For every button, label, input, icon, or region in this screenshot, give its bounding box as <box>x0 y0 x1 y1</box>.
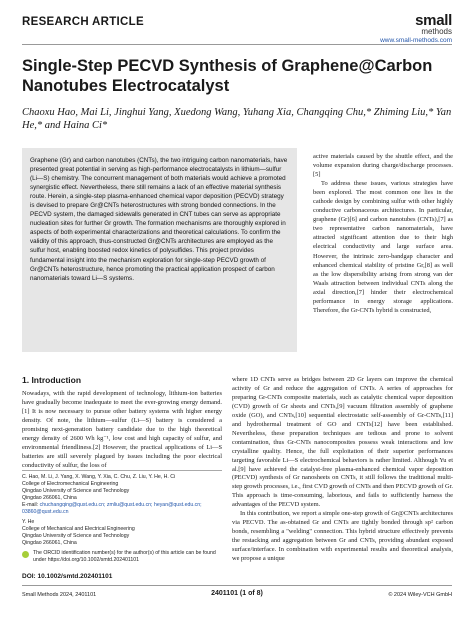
paragraph: where 1D CNTs serve as bridges between 2D Gr layers can improve the chemical activity of Gr and reduce the aggregation of CNTs. A series of approaches for preparing Gr-CNTs composite materials, such as catalytic chemical vapor deposition (CVD) growth of Gr sheets and CNTs,[9] vacuum filtration assembly of graphene oxide (GO), and CNTs,[10] sequential electrostatic self-assembly of Gr-CNTs,[11] and hydrothermal treatment of GO and CNTs[12] have been established. Nevertheless, these preparation techniques are tedious and prone to solvent contamination, thus Gr-CNTs nanocomposites possess weak interactions and low crystalline quality. Hence, the full exploitation of their superior performances targeting favorable Li—S electrochemical behaviors is rather limited. Although Yu et al.[9] have achieved the catalyst-free plasma-enhanced chemical vapor deposition (PECVD) synthesis of Gr nanosheets on CNTs, it still follows the traditional multi-step growth processes, i.e., first CVD growth of CNTs and then PECVD growth of Gr. This approach is time-consuming, laborious, and fails to sufficiently harness the advantages of the PECVD system. <box>232 376 453 509</box>
paragraph: In this contribution, we report a simple one-step growth of Gr@CNTs architectures via PECVD. The as-obtained Gr and CNTs are tightly bonded through sp² carbon bonds, resembling a "welding" connection. This hybrid structure effectively prevents the restacking and aggregation between Gr and CNTs, providing abundant exposed surface/interface. In combination with experimental results and theoretical analysis, we propose a unique <box>232 510 453 563</box>
orcid-text[interactable]: The ORCID identification number(s) for the author(s) of this article can be found under https://doi.org/10.1002/smtd.202401101 <box>33 550 216 563</box>
footer-page-number: 2401101 (1 of 8) <box>211 590 263 597</box>
affiliation-names: C. Hao, M. Li, J. Yang, X. Wang, Y. Xia, C. Chu, Z. Liu, Y. He, H. Ci <box>22 474 176 480</box>
paragraph: To address these issues, various strategies have been explored. The most common one lies in the cathode design by combining sulfur with other highly conductive carbonaceous architectures. In particular, graphene (Gr)[6] and carbon nanotubes (CNTs),[7] as two representative carbon nanomaterials, have attracted significant attention due to their high electrical conductivity and large surface area. However, the intrinsic zero-bandgap character and enhanced chemical stability of pristine Gr,[8] as well as the low dispersibility arising from strong van der Waals attraction between individual CNTs along the axial direction,[7] hinder their electrochemical performance in energy storage applications. Therefore, the Gr-CNTs hybrid is constructed, <box>313 180 453 314</box>
orcid-icon <box>22 551 29 558</box>
footer-copyright: © 2024 Wiley-VCH GmbH <box>388 592 452 598</box>
journal-url-link[interactable]: www.small-methods.com <box>380 37 452 44</box>
page-footer <box>22 590 452 602</box>
section-heading: 1. Introduction <box>22 375 82 385</box>
affiliation-institute: College of Mechanical and Electrical Engineering <box>22 526 135 532</box>
page-header <box>22 14 452 44</box>
footer-divider <box>22 585 452 586</box>
affiliation-university: Qingdao University of Science and Technology <box>22 488 130 494</box>
paragraph: active materials caused by the shuttle effect, and the volume expansion during charge/discharge processes.[5] <box>313 153 453 179</box>
journal-logo[interactable] <box>380 14 452 46</box>
abstract-box: Graphene (Gr) and carbon nanotubes (CNTs), the two intriguing carbon nanomaterials, have presented great potential in serving as high-performance electrocatalysts in lithium—sulfur (Li—S) chemistry. The concurrent management of both materials would achieve a promoted synergistic effect. Nevertheless, there still remains a lack of an effective material synthesis route. Herein, a single-step plasma-enhanced chemical vapor deposition (PECVD) strategy is devised to prepare Gr@CNTs heterostructures with strong bonded connections. In the PECVD system, the damaged sidewalls generated in CNT tubes can serve as appropriate nucleation sites for further Gr growth. The formation mechanisms are thoroughly explored in aspects of both experimental characterizations and theoretical calculations. To confirm the validity of this approach, thus-constructed Gr@CNTs architectures are employed as the sulfur host, enabling boosted redox kinetics of polysulfides. This project provides fundamental insight into the mechanism exploration for single-step PECVD growth of Gr@CNTs heterostructure, hence promoting the practical application prospect of carbon nanomaterials toward Li—S systems. <box>22 148 297 352</box>
affiliation-divider <box>22 470 222 471</box>
email-label: E-mail: <box>22 502 39 508</box>
article-type-label: RESEARCH ARTICLE <box>22 16 144 28</box>
affiliation-city: Qingdao 266061, China <box>22 540 77 546</box>
orcid-note <box>22 550 222 564</box>
author-list: Chaoxu Hao, Mai Li, Jinghui Yang, Xuedong Wang, Yuhang Xia, Changqing Chu,* Zhiming Liu,* Yan He,* and Haina Ci* <box>22 107 452 131</box>
article-title: Single-Step PECVD Synthesis of Graphene@Carbon Nanotubes Electrocatalyst <box>22 57 433 95</box>
footer-journal: Small Methods 2024, 2401101 <box>22 592 97 598</box>
affiliation-city: Qingdao 266061, China <box>22 495 77 501</box>
affiliation-university: Qingdao University of Science and Technology <box>22 533 130 539</box>
logo-small: small <box>415 12 452 29</box>
logo-methods: methods <box>421 27 452 36</box>
email-links[interactable]: chuchangqing@qust.edu.cn; zmliu@qust.edu.cn; heyan@qust.edu.cn; 03860@qust.edu.cn <box>22 502 202 515</box>
main-column-text <box>232 376 453 564</box>
header-divider <box>22 44 452 45</box>
doi-link[interactable]: DOI: 10.1002/smtd.202401101 <box>22 573 113 580</box>
right-column-text <box>313 152 453 315</box>
affiliations <box>22 474 222 564</box>
affiliation-names: Y. He <box>22 519 35 525</box>
intro-text: Nowadays, with the rapid development of technology, lithium-ion batteries have gradually become inadequate to meet the ever-growing energy demand.[1] It is now necessary to pursue other battery systems with higher energy density. Of note, the lithium—sulfur (Li—S) battery is considered a promising next-generation battery candidate due to the high theoretical energy density of 2600 Wh kg⁻¹, low cost and high capacity of sulfur, and environmental friendliness.[2] However, the practical applications of Li—S batteries are still severely plagued by issues including the poor electrical conductivity of sulfur, the loss of <box>22 390 222 469</box>
affiliation-institute: College of Electromechanical Engineering <box>22 481 119 487</box>
affiliation-emails <box>22 502 222 516</box>
